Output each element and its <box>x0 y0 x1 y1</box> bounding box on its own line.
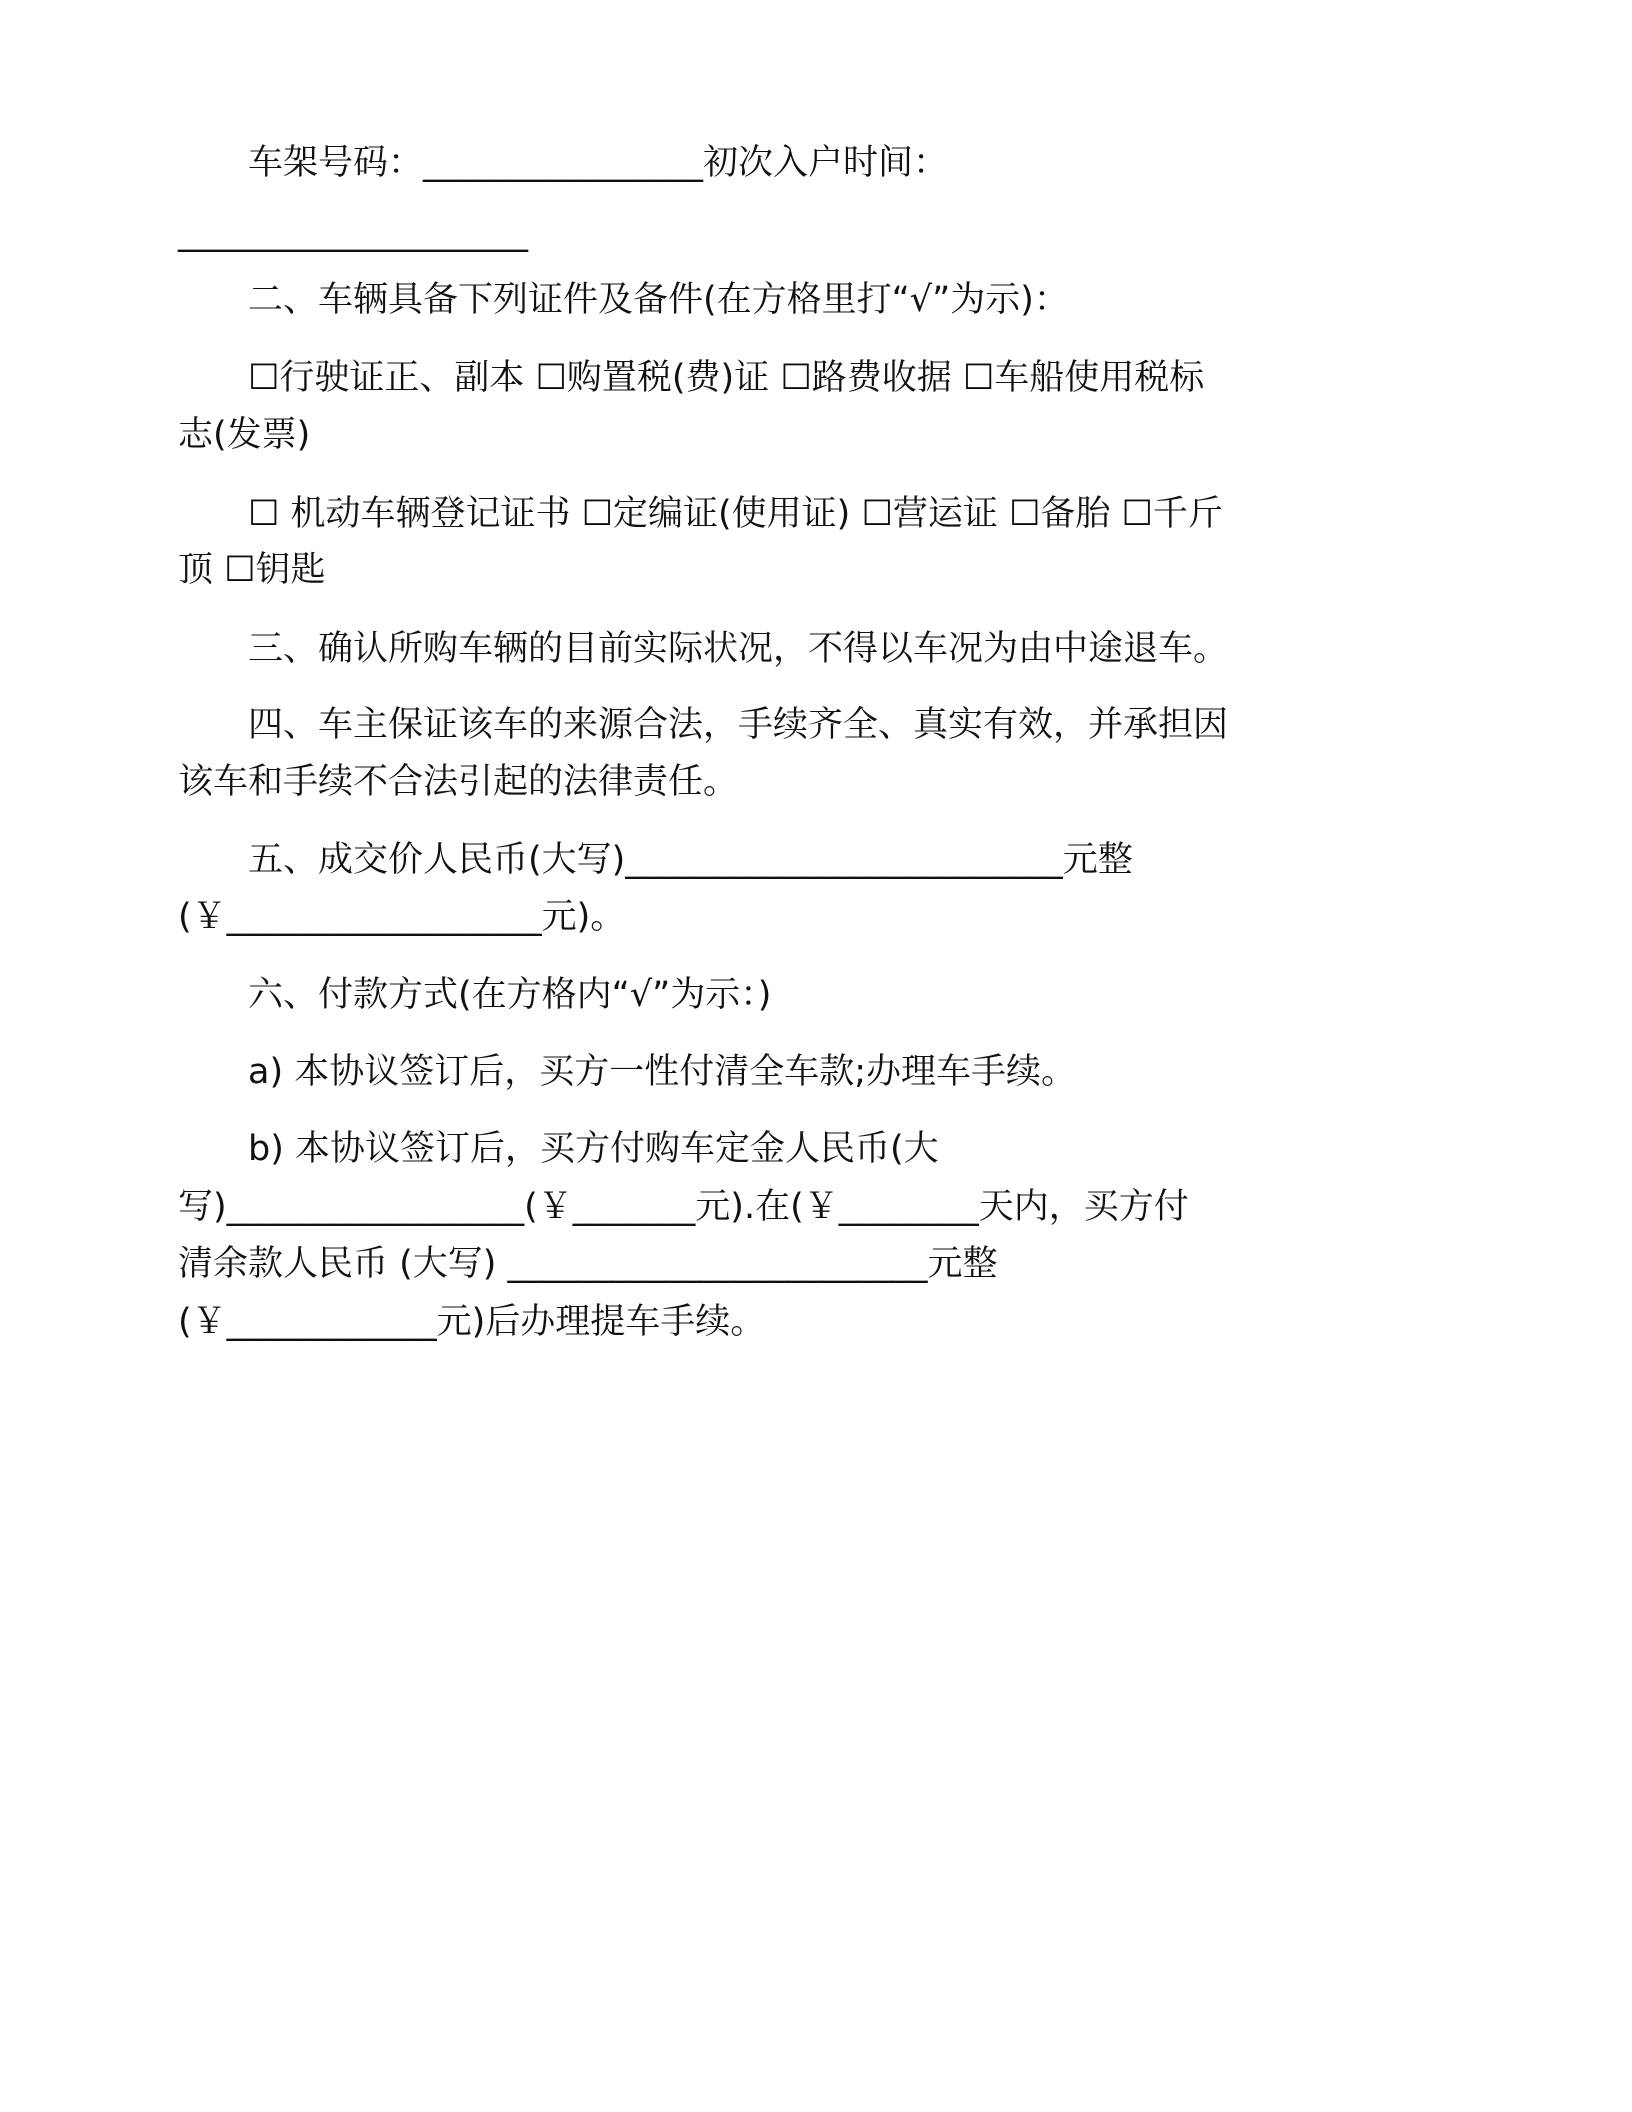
section-6-option-b-cont-3-text: (￥____________元)后办理提车手续。 <box>178 1302 766 1342</box>
section-6-option-b-text: b) 本协议签订后，买方付购车定金人民币(大 <box>248 1129 939 1169</box>
section-4-line-cont <box>178 760 738 804</box>
vin-continuation-line <box>178 211 528 255</box>
section-5-line-cont <box>178 895 625 939</box>
section-4-text: 四、车主保证该车的来源合法，手续齐全、真实有效，并承担因 <box>248 705 1229 745</box>
section-2-title <box>248 278 1069 322</box>
section-2-items-line-2-cont <box>178 548 326 592</box>
section-2-items-text-1-cont: 志(发票) <box>178 415 311 455</box>
section-5-text: 五、成交价人民币(大写)_________________________元整 <box>248 840 1133 880</box>
vin-text: 车架号码：________________初次入户时间： <box>248 143 949 183</box>
section-6-option-b-cont-2-text: 清余款人民币 (大写) ________________________元整 <box>178 1244 998 1284</box>
section-6-title <box>248 973 771 1017</box>
section-6-title-text: 六、付款方式(在方格内“√”为示：) <box>248 975 772 1015</box>
section-5-line <box>248 838 1133 882</box>
section-6-option-b-cont-2 <box>178 1242 998 1286</box>
section-5-text-cont: (￥__________________元)。 <box>178 897 626 937</box>
section-6-option-a <box>248 1050 1076 1094</box>
section-2-items-text-2: ☐ 机动车辆登记证书 ☐定编证(使用证) ☐营运证 ☐备胎 ☐千斤 <box>248 494 1223 534</box>
vin-line <box>248 141 948 185</box>
section-2-items-line-1 <box>248 356 1204 400</box>
section-2-items-line-1-cont <box>178 413 310 457</box>
section-2-items-text-1: ☐行驶证正、副本 ☐购置税(费)证 ☐路费收据 ☐车船使用税标 <box>248 358 1205 398</box>
section-2-items-line-2 <box>248 492 1223 536</box>
section-2-items-text-2-cont: 顶 ☐钥匙 <box>178 550 326 590</box>
section-6-option-a-text: a) 本协议签订后，买方一性付清全车款;办理车手续。 <box>248 1052 1077 1092</box>
vin-continuation-text: ____________________ <box>178 213 528 253</box>
section-3-line <box>248 627 1228 671</box>
section-3-text: 三、确认所购车辆的目前实际状况，不得以车况为由中途退车。 <box>248 629 1229 669</box>
section-6-option-b-cont-1-text: 写)_________________(￥_______元).在(￥________天内，买方付 <box>178 1187 1189 1227</box>
section-6-option-b <box>248 1127 939 1171</box>
section-2-title-text: 二、车辆具备下列证件及备件(在方格里打“√”为示)： <box>248 280 1069 320</box>
section-4-text-cont: 该车和手续不合法引起的法律责任。 <box>178 762 739 802</box>
section-6-option-b-cont-3 <box>178 1300 765 1344</box>
section-4-line <box>248 703 1228 747</box>
section-6-option-b-cont-1 <box>178 1185 1189 1229</box>
